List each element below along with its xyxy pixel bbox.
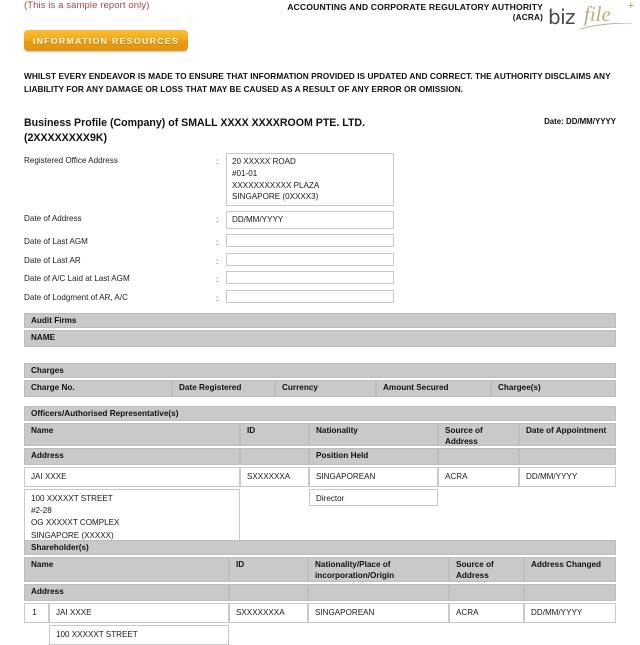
officers-col-spacer-date xyxy=(519,448,616,465)
officer-source-of-address: ACRA xyxy=(438,467,519,487)
information-resources-label: INFORMATION RESOURCES xyxy=(32,35,180,46)
company-uen: (2XXXXXXXX9K) xyxy=(24,132,108,145)
field-label: Date of A/C Laid at Last AGM xyxy=(24,274,130,284)
field-label: Registered Office Address xyxy=(24,156,118,165)
officer-detail-spacer-id xyxy=(240,489,309,546)
officers-col-name: Name xyxy=(24,423,240,446)
date-of-lodgment-value[interactable] xyxy=(226,290,394,303)
bizfile-logo-biz-text: biz xyxy=(548,5,575,29)
authority-name: ACCOUNTING AND CORPORATE REGULATORY AUTHORITY xyxy=(287,2,543,12)
field-colon: : xyxy=(216,156,219,166)
shareholders-col-name: Name xyxy=(24,557,229,582)
document-header xyxy=(0,0,640,58)
field-colon: : xyxy=(216,274,219,285)
shareholders-col-spacer-source xyxy=(449,584,524,601)
information-resources-button[interactable] xyxy=(24,30,188,51)
shareholders-col-spacer-id xyxy=(229,584,308,601)
field-registered-office-address xyxy=(24,153,394,206)
charges-header-row xyxy=(24,380,616,397)
page-title-main: Business Profile (Company) of SMALL XXXX XXXXROOM PTE. LTD. xyxy=(24,117,366,129)
address-line: XXXXXXXXXXX PLAZA xyxy=(232,180,320,190)
shareholder-source-of-address: ACRA xyxy=(449,603,524,623)
shareholders-section-title: Shareholder(s) xyxy=(24,540,616,555)
shareholders-detail-row xyxy=(24,625,616,645)
charges-section xyxy=(24,363,616,397)
shareholders-table-row xyxy=(24,603,616,623)
officers-col-address: Address xyxy=(24,448,240,465)
audit-firms-name-header: NAME xyxy=(24,330,616,347)
officer-detail-spacer-source xyxy=(438,489,519,546)
shareholders-col-id: ID xyxy=(229,557,308,582)
field-label: Date of Last AR xyxy=(24,255,81,265)
field-date-of-lodgment-of-ar-ac xyxy=(24,290,394,304)
address-line: #2-28 xyxy=(31,506,52,516)
officers-col-position-held: Position Held xyxy=(309,448,438,465)
address-line: SINGAPORE (XXXXX) xyxy=(31,530,114,540)
officer-nationality: SINGAPOREAN xyxy=(309,467,438,487)
registered-office-address-value[interactable] xyxy=(226,153,394,206)
shareholder-name: JAI XXXE xyxy=(49,603,229,623)
shareholders-section xyxy=(24,540,616,645)
shareholders-col-address-changed: Address Changed xyxy=(524,557,616,582)
date-of-last-agm-value[interactable] xyxy=(226,234,394,247)
shareholder-address: 100 XXXXXT STREET xyxy=(49,625,229,645)
bizfile-logo xyxy=(546,1,634,31)
address-line: OG XXXXXT COMPLEX xyxy=(31,518,120,528)
field-colon: : xyxy=(216,237,219,248)
bizfile-logo-plus-icon: + xyxy=(627,0,634,12)
field-label: Date of Address xyxy=(24,214,82,224)
charges-col-charge-no: Charge No. xyxy=(24,380,172,397)
address-line: 20 XXXXX ROAD xyxy=(232,157,296,166)
officer-id: SXXXXXXA xyxy=(240,467,309,487)
officers-header-row-2 xyxy=(24,448,616,465)
document-date: Date: DD/MM/YYYY xyxy=(544,117,616,126)
field-colon: : xyxy=(216,292,219,303)
charges-section-title: Charges xyxy=(24,363,616,378)
sample-report-note: (This is a sample report only) xyxy=(24,0,150,11)
officers-col-id: ID xyxy=(240,423,309,446)
shareholder-detail-spacer-index xyxy=(24,625,49,645)
officers-col-spacer-source xyxy=(438,448,519,465)
officer-detail-spacer-date xyxy=(519,489,616,546)
shareholders-col-spacer-changed xyxy=(524,584,616,601)
authority-acronym: (ACRA) xyxy=(512,12,543,22)
officer-date-of-appointment: DD/MM/YYYY xyxy=(519,467,616,487)
bizfile-logo-file-text: file xyxy=(584,2,611,26)
officers-col-nationality: Nationality xyxy=(309,423,438,446)
shareholder-nationality: SINGAPOREAN xyxy=(308,603,449,623)
shareholder-id: SXXXXXXXA xyxy=(229,603,308,623)
officers-header-row-1 xyxy=(24,423,616,446)
disclaimer-text: WHILST EVERY ENDEAVOR IS MADE TO ENSURE THAT INFORMATION PROVIDED IS UPDATED AND CORRECT. THE AUTHORITY DISCLAIMS ANY LIABILITY FOR ANY DAMAGE OR LOSS THAT MAY BE CAUSED AS A RESULT OF ANY ERROR OR OMISSION. xyxy=(24,71,611,95)
field-date-of-last-ar xyxy=(24,253,394,267)
officers-section-title: Officers/Authorised Representative(s) xyxy=(24,406,616,421)
date-of-ac-laid-value[interactable] xyxy=(226,271,394,284)
charges-col-amount-secured: Amount Secured xyxy=(376,380,491,397)
company-details-form xyxy=(24,153,394,308)
charges-col-date-registered: Date Registered xyxy=(172,380,275,397)
field-date-of-address xyxy=(24,211,394,229)
officer-name: JAI XXXE xyxy=(24,467,240,487)
shareholders-col-source-of-address: Source of Address xyxy=(449,557,524,582)
shareholders-col-address: Address xyxy=(24,584,229,601)
date-of-address-value[interactable]: DD/MM/YYYY xyxy=(226,211,394,229)
officers-table-row xyxy=(24,467,616,487)
shareholder-address-changed: DD/MM/YYYY xyxy=(524,603,616,623)
business-profile-title-row xyxy=(24,116,616,146)
officer-address xyxy=(24,489,240,546)
officer-position-held: Director xyxy=(309,489,438,506)
field-date-of-ac-laid-at-last-agm xyxy=(24,271,394,285)
shareholder-index: 1 xyxy=(24,603,49,623)
bizfile-swoosh-icon xyxy=(580,23,632,30)
field-colon: : xyxy=(216,255,219,266)
officers-detail-row xyxy=(24,489,616,546)
audit-firms-section xyxy=(24,313,616,347)
shareholders-col-nationality: Nationality/Place of incorporation/Origin xyxy=(308,557,449,582)
audit-firms-section-title: Audit Firms xyxy=(24,313,616,328)
shareholders-header-row-2 xyxy=(24,584,616,601)
audit-firms-header-row xyxy=(24,330,616,347)
officers-col-spacer-id xyxy=(240,448,309,465)
date-of-last-ar-value[interactable] xyxy=(226,253,394,266)
field-label: Date of Last AGM xyxy=(24,237,88,247)
authority-title xyxy=(287,2,543,23)
field-label: Date of Lodgment of AR, A/C xyxy=(24,292,128,302)
shareholders-header-row-1 xyxy=(24,557,616,582)
field-colon: : xyxy=(216,214,219,225)
officers-col-source-of-address: Source of Address xyxy=(438,423,519,446)
officers-col-date-of-appointment: Date of Appointment xyxy=(519,423,616,446)
address-line: 100 XXXXXT STREET xyxy=(31,494,113,504)
officers-section xyxy=(24,406,616,546)
field-date-of-last-agm xyxy=(24,234,394,248)
shareholders-col-spacer-nationality xyxy=(308,584,449,601)
address-line: SINGAPORE (0XXXX3) xyxy=(232,192,319,202)
charges-col-currency: Currency xyxy=(275,380,376,397)
charges-col-chargees: Chargee(s) xyxy=(491,380,616,397)
address-line: #01-01 xyxy=(232,168,258,178)
page-title xyxy=(24,116,494,146)
